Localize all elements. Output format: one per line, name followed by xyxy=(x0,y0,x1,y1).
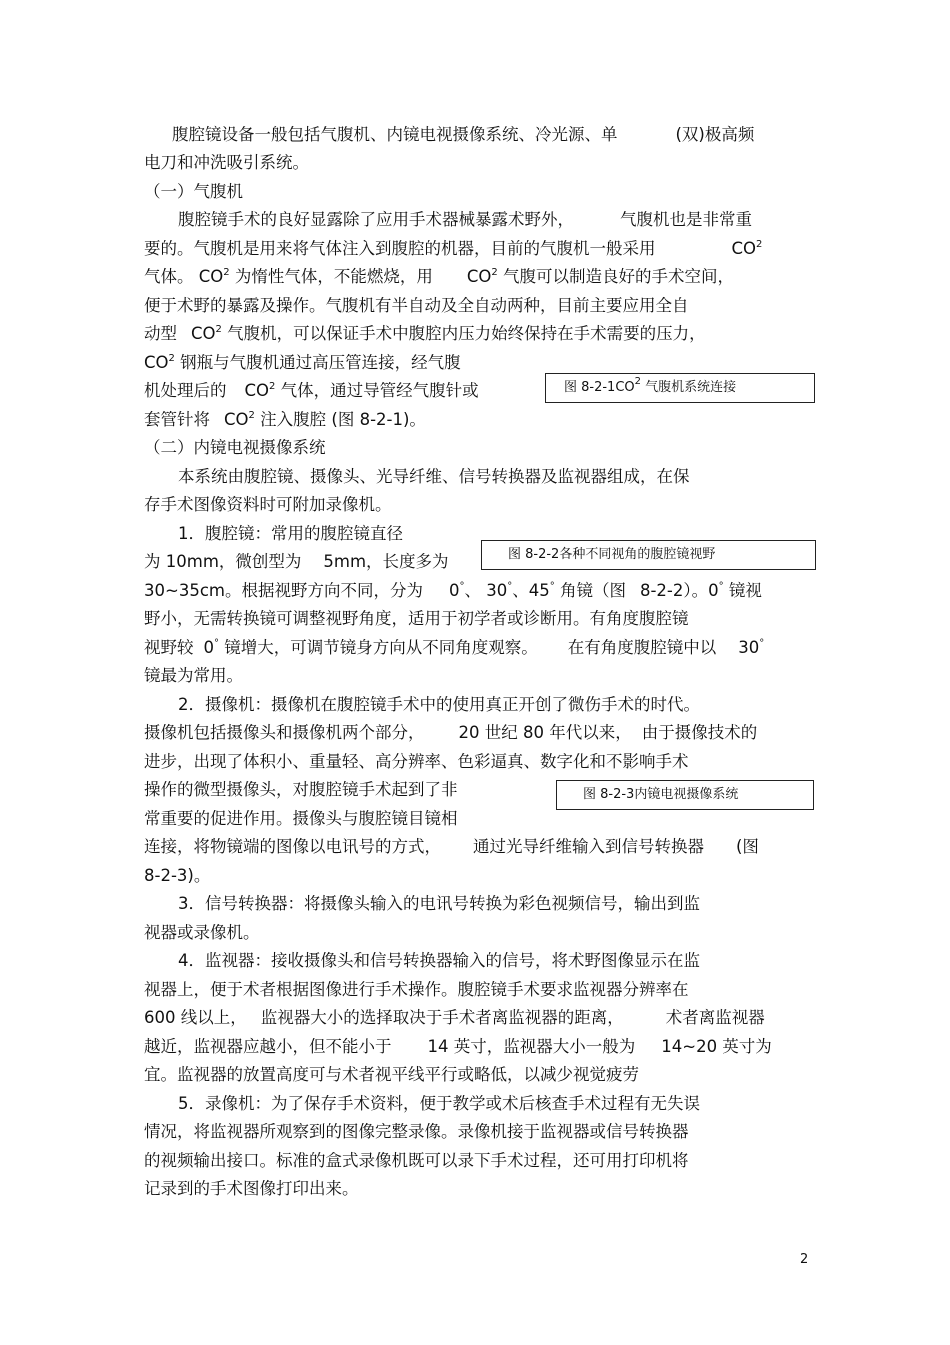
text-line: 气体。 $CO^2$ 为惰性气体，不能燃烧，用 $CO^2$ 气腹可以制造良好的手术空间， xyxy=(144,267,735,286)
text-line: 的视频输出接口。标准的盒式录像机既可以录下手术过程，还可用打印机将 xyxy=(144,1151,689,1170)
text-line: 镜最为常用。 xyxy=(144,666,243,685)
figure-title: 气腹机系统连接 xyxy=(645,380,737,395)
text-line: 600 线以上， 监视器大小的选择取决于手术者离监视器的距离， 术者离监视器 xyxy=(144,1008,765,1027)
text-line: 操作的微型摄像头，对腹腔镜手术起到了非 xyxy=(144,780,458,799)
text-line: 越近，监视器应越小，但不能小于 14 英寸，监视器大小一般为 14~20 英寸为 xyxy=(144,1037,772,1056)
text-line: 30~35cm。根据视野方向不同，分为 0°、 30°、45° 角镜（图 8-2-2）。0° 镜视 xyxy=(144,581,762,600)
text-line: $CO^2$ 钢瓶与气腹机通过高压管连接，经气腹 xyxy=(144,353,461,372)
text-line: 机处理后的 $CO^2$ 气体，通过导管经气腹针或 xyxy=(144,381,479,400)
text-line: 8-2-3)。 xyxy=(144,866,211,885)
text-line: 电刀和冲洗吸引系统。 xyxy=(144,153,309,172)
text-line: 要的。气腹机是用来将气体注入到腹腔的机器，目前的气腹机一般采用 $CO^2$ xyxy=(144,239,763,258)
text-line: 3．信号转换器：将摄像头输入的电讯号转换为彩色视频信号，输出到监 xyxy=(178,894,700,913)
figure-label: 图 8-2-2 xyxy=(508,547,560,562)
text-line: 摄像机包括摄像头和摄像机两个部分， 20 世纪 80 年代以来， 由于摄像技术的 xyxy=(144,723,758,742)
figure-label: 图 8-2-1 xyxy=(564,380,616,395)
text-line: 4．监视器：接收摄像头和信号转换器输入的信号，将术野图像显示在监 xyxy=(178,951,700,970)
text-line: 动型 $CO^2$ 气腹机，可以保证手术中腹腔内压力始终保持在手术需要的压力， xyxy=(144,324,706,343)
text-line: 记录到的手术图像打印出来。 xyxy=(144,1179,359,1198)
text-line: 视野较 0° 镜增大，可调节镜身方向从不同角度观察。 在有角度腹腔镜中以 30° xyxy=(144,638,765,657)
text-line: 2．摄像机：摄像机在腹腔镜手术中的使用真正开创了微伤手术的时代。 xyxy=(178,695,700,714)
section-heading: （二）内镜电视摄像系统 xyxy=(144,438,326,457)
text-line: 情况，将监视器所观察到的图像完整录像。录像机接于监视器或信号转换器 xyxy=(144,1122,689,1141)
text-line: 连接，将物镜端的图像以电讯号的方式， 通过光导纤维输入到信号转换器 (图 xyxy=(144,837,759,856)
figure-title: 内镜电视摄像系统 xyxy=(634,787,739,802)
text-line: 宜。监视器的放置高度可与术者视平线平行或略低，以减少视觉疲劳 xyxy=(144,1065,639,1084)
text-line: 存手术图像资料时可附加录像机。 xyxy=(144,495,392,514)
figure-caption-box xyxy=(556,780,814,810)
page-number: 2 xyxy=(800,1252,809,1267)
figure-caption-box xyxy=(481,540,816,570)
text-line: 常重要的促进作用。摄像头与腹腔镜目镜相 xyxy=(144,809,458,828)
figure-label: 图 8-2-3 xyxy=(583,787,635,802)
figure-title: 各种不同视角的腹腔镜视野 xyxy=(559,547,716,562)
figure-caption-box: 图 $8-2-1CO^2$ 气腹机系统连接 xyxy=(545,373,815,403)
text-line: 视器或录像机。 xyxy=(144,923,260,942)
text-line: 进步，出现了体积小、重量轻、高分辨率、色彩逼真、数字化和不影响手术 xyxy=(144,752,689,771)
text-line: 为 10mm，微创型为 5mm，长度多为 xyxy=(144,552,449,571)
text-line: 视器上，便于术者根据图像进行手术操作。腹腔镜手术要求监视器分辨率在 xyxy=(144,980,689,999)
text-line: 本系统由腹腔镜、摄像头、光导纤维、信号转换器及监视器组成，在保 xyxy=(178,467,690,486)
text-line: 便于术野的暴露及操作。气腹机有半自动及全自动两种，目前主要应用全自 xyxy=(144,296,689,315)
section-heading: （一）气腹机 xyxy=(144,182,243,201)
text-line: 套管针将 $CO^2$ 注入腹腔 (图 8-2-1)。 xyxy=(144,410,426,429)
text-line: 腹腔镜设备一般包括气腹机、内镜电视摄像系统、冷光源、单 (双)极高频 xyxy=(172,125,755,144)
text-line: 5．录像机：为了保存手术资料，便于教学或术后核查手术过程有无失误 xyxy=(178,1094,700,1113)
text-line: 腹腔镜手术的良好显露除了应用手术器械暴露术野外， 气腹机也是非常重 xyxy=(178,210,752,229)
text-line: 1．腹腔镜：常用的腹腔镜直径 xyxy=(178,524,403,543)
text-line: 野小，无需转换镜可调整视野角度，适用于初学者或诊断用。有角度腹腔镜 xyxy=(144,609,689,628)
